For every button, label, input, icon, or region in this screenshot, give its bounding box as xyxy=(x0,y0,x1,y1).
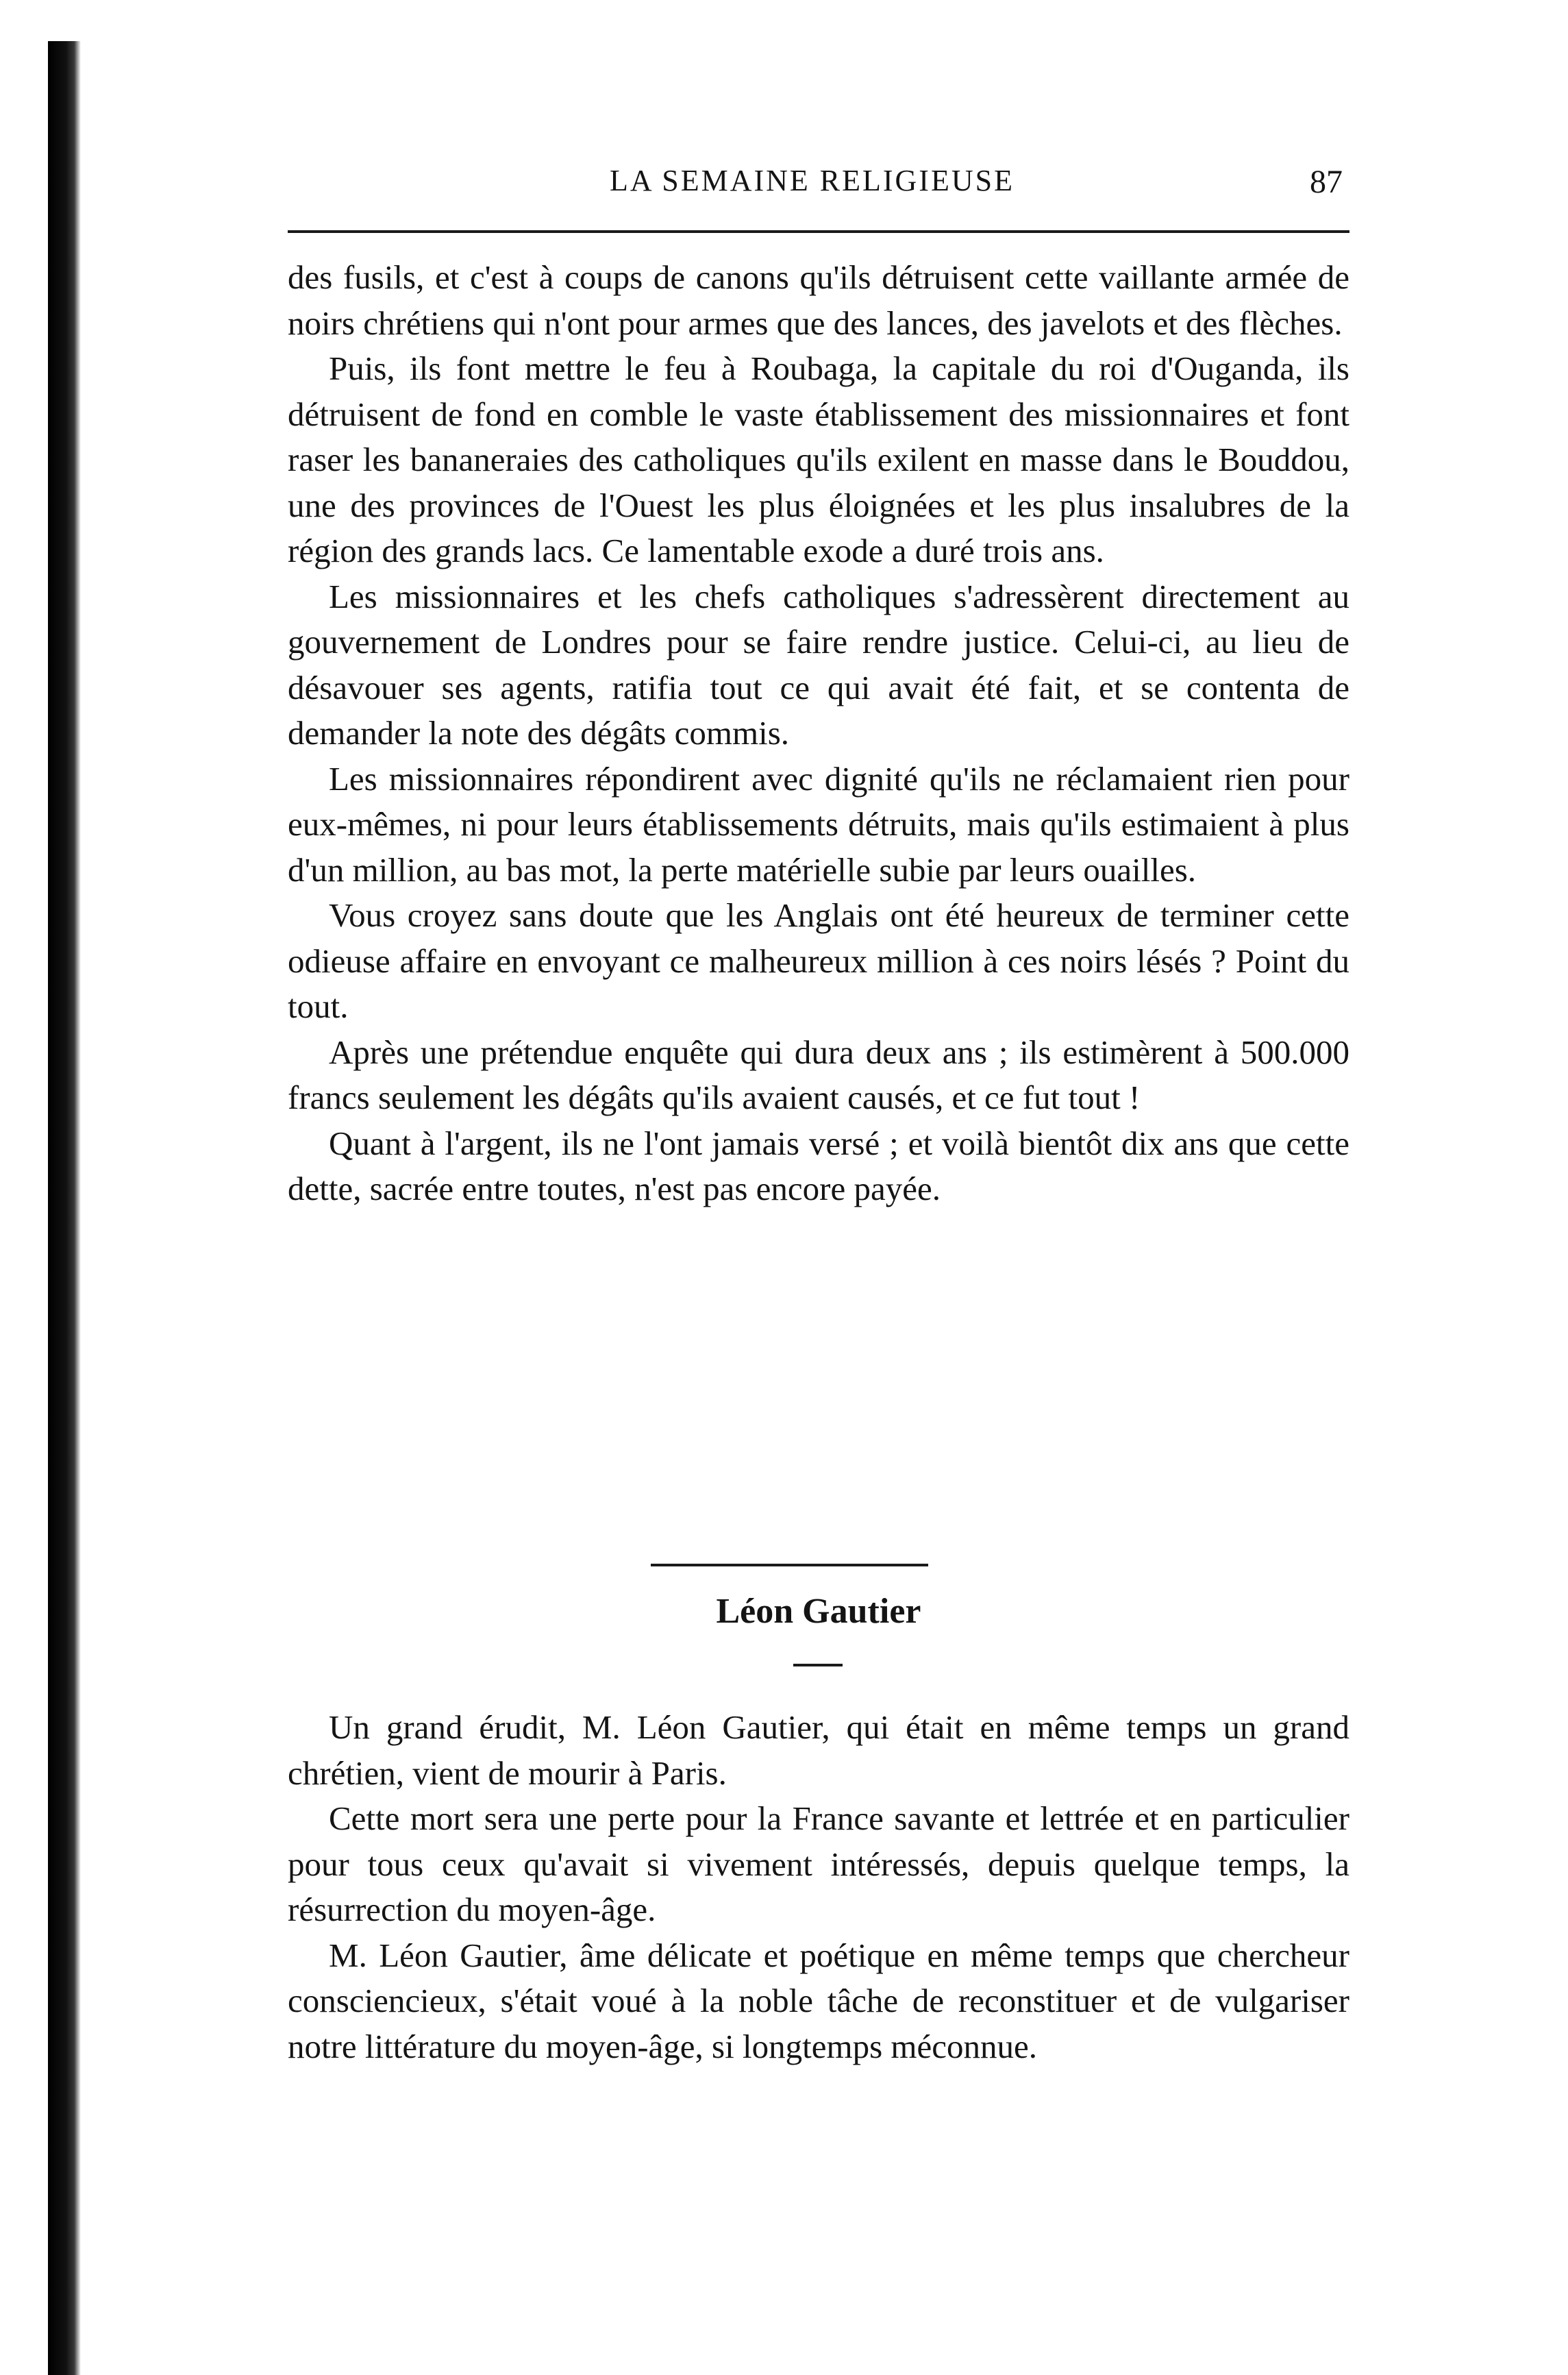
running-title: LA SEMAINE RELIGIEUSE xyxy=(610,164,1015,197)
paragraph: Un grand érudit, M. Léon Gautier, qui était en même temps un grand chrétien, vient de mourir à Paris. xyxy=(288,1708,1349,1792)
section-divider xyxy=(651,1564,928,1566)
paragraph: Après une prétendue enquête qui dura deux ans ; ils estimèrent à 500.000 francs seulement les dégâts qu'ils avaient causés, et ce fut tout ! xyxy=(288,1033,1349,1116)
paragraph: M. Léon Gautier, âme délicate et poétique en même temps que chercheur consciencieux, s'était voué à la noble tâche de reconstituer et de vulgariser notre littérature du moyen-âge, si longtemps méconnue. xyxy=(288,1936,1349,2065)
header-rule xyxy=(288,230,1349,233)
paragraph: Les missionnaires et les chefs catholiques s'adressèrent directement au gouvernement de Londres pour se faire rendre justice. Celui-ci, au lieu de désavouer ses agents, ratifia tout ce qui avait été fait, et se contenta de demander la note des dégâts commis. xyxy=(288,577,1349,752)
paragraph: Les missionnaires répondirent avec dignité qu'ils ne réclamaient rien pour eux-mêmes, ni pour leurs établissements détruits, mais qu'ils estimaient à plus d'un million, au bas mot, la perte matérielle subie par leurs ouailles. xyxy=(288,759,1349,889)
paragraph: Cette mort sera une perte pour la France savante et lettrée et en particulier pour tous ceux qu'avait si vivement intéressés, depuis quelque temps, la résurrection du moyen-âge. xyxy=(288,1799,1349,1928)
article-body-2 xyxy=(288,1705,1349,2069)
running-head xyxy=(288,163,1349,211)
paragraph: des fusils, et c'est à coups de canons qu'ils détruisent cette vaillante armée de noirs chrétiens qui n'ont pour armes que des lances, des javelots et des flèches. xyxy=(288,258,1349,342)
paragraph: Vous croyez sans doute que les Anglais ont été heureux de terminer cette odieuse affaire en envoyant ce malheureux million à ces noirs lésés ? Point du tout. xyxy=(288,896,1349,1025)
page-number: 87 xyxy=(1310,164,1343,200)
paragraph: Quant à l'argent, ils ne l'ont jamais versé ; et voilà bientôt dix ans que cette dette, sacrée entre toutes, n'est pas encore payée. xyxy=(288,1124,1349,1207)
paragraph: Puis, ils font mettre le feu à Roubaga, la capitale du roi d'Ouganda, ils détruisent de fond en comble le vaste établissement des missionnaires et font raser les bananeraies des catholiques qu'ils exilent en masse dans le Bouddou, une des provinces de l'Ouest les plus éloignées et les plus insalubres de la région des grands lacs. Ce lamentable exode a duré trois ans. xyxy=(288,349,1349,569)
heading-dash xyxy=(793,1664,843,1666)
binding-shadow xyxy=(48,41,81,2375)
section-heading: Léon Gautier xyxy=(716,1592,921,1631)
article-body-1 xyxy=(288,255,1349,1212)
